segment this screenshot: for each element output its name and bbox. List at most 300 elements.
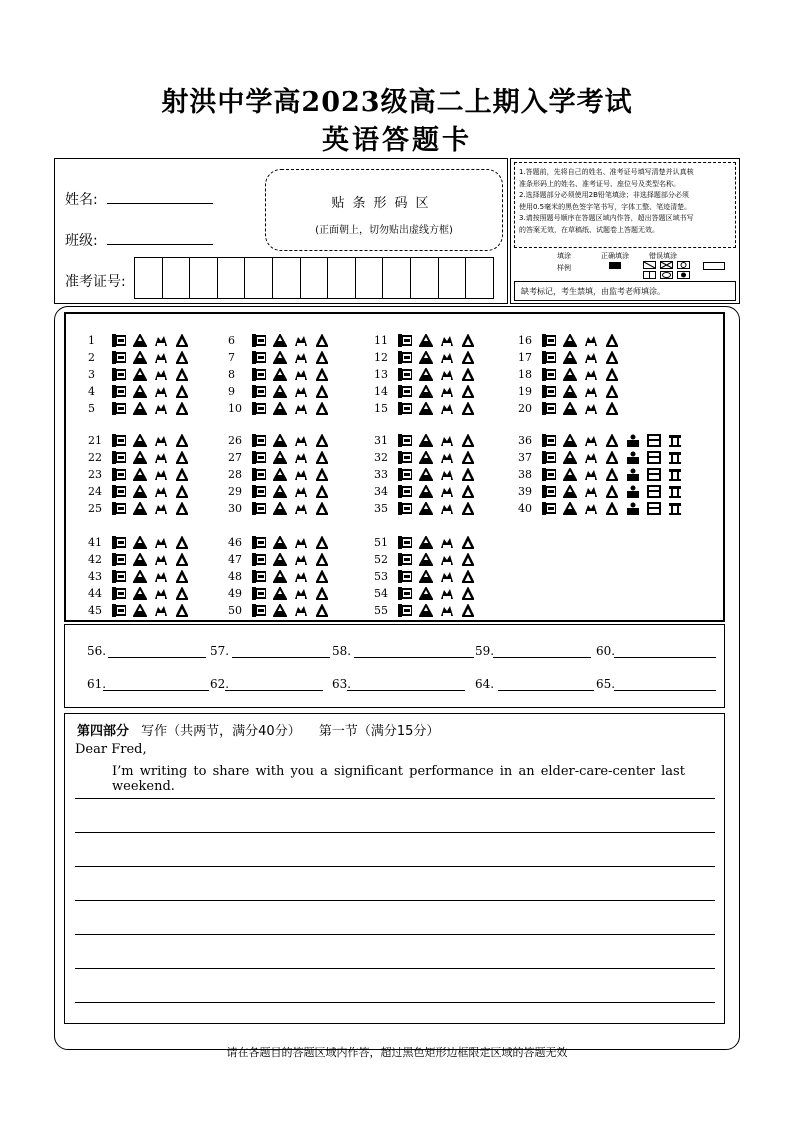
- answer-bubble-icon[interactable]: [175, 553, 189, 566]
- answer-bubble-icon[interactable]: [154, 587, 168, 600]
- blank-number: 64.: [475, 677, 495, 691]
- answer-bubble-icon[interactable]: [563, 351, 577, 364]
- answer-bubble-icon[interactable]: [154, 385, 168, 398]
- answer-bubble-icon[interactable]: [419, 570, 433, 583]
- answer-bubble-icon[interactable]: [542, 434, 556, 447]
- blank-answer-line[interactable]: [108, 657, 206, 658]
- answer-bubble-icon[interactable]: [419, 536, 433, 549]
- answer-bubble-icon[interactable]: [668, 451, 682, 464]
- answer-bubble-icon[interactable]: [154, 402, 168, 415]
- answer-bubble-icon[interactable]: [133, 604, 147, 617]
- answer-bubble-icon[interactable]: [294, 485, 308, 498]
- answer-bubble-icon[interactable]: [294, 502, 308, 515]
- answer-bubble-icon[interactable]: [273, 434, 287, 447]
- answer-bubble-icon[interactable]: [315, 468, 329, 481]
- answer-bubble-icon[interactable]: [133, 536, 147, 549]
- exam-id-cell[interactable]: [327, 257, 356, 299]
- answer-bubble-icon[interactable]: [605, 385, 619, 398]
- answer-bubble-icon[interactable]: [461, 587, 475, 600]
- answer-bubble-icon[interactable]: [175, 334, 189, 347]
- blank-answer-line[interactable]: [614, 690, 716, 691]
- answer-bubble-icon[interactable]: [605, 351, 619, 364]
- answer-bubble-icon[interactable]: [133, 351, 147, 364]
- option-row: [542, 334, 626, 347]
- question-number: 18: [518, 368, 532, 381]
- answer-bubble-icon[interactable]: [563, 451, 577, 464]
- answer-bubble-icon[interactable]: [273, 502, 287, 515]
- answer-bubble-icon[interactable]: [542, 334, 556, 347]
- answer-bubble-icon[interactable]: [154, 502, 168, 515]
- answer-bubble-icon[interactable]: [294, 434, 308, 447]
- answer-bubble-icon[interactable]: [626, 434, 640, 447]
- answer-bubble-icon[interactable]: [294, 451, 308, 464]
- question-number: 27: [228, 451, 242, 464]
- answer-bubble-icon[interactable]: [252, 402, 266, 415]
- answer-bubble-icon[interactable]: [175, 402, 189, 415]
- answer-bubble-icon[interactable]: [398, 334, 412, 347]
- answer-bubble-icon[interactable]: [315, 402, 329, 415]
- answer-bubble-icon[interactable]: [542, 451, 556, 464]
- answer-bubble-icon[interactable]: [133, 553, 147, 566]
- answer-bubble-icon[interactable]: [154, 536, 168, 549]
- answer-bubble-icon[interactable]: [398, 553, 412, 566]
- answer-bubble-icon[interactable]: [273, 485, 287, 498]
- answer-bubble-icon[interactable]: [273, 451, 287, 464]
- writing-answer-line[interactable]: [75, 798, 715, 799]
- answer-bubble-icon[interactable]: [440, 553, 454, 566]
- answer-bubble-icon[interactable]: [252, 587, 266, 600]
- answer-bubble-icon[interactable]: [315, 553, 329, 566]
- answer-bubble-icon[interactable]: [398, 434, 412, 447]
- answer-bubble-icon[interactable]: [294, 570, 308, 583]
- answer-bubble-icon[interactable]: [273, 402, 287, 415]
- answer-bubble-icon[interactable]: [605, 434, 619, 447]
- answer-bubble-icon[interactable]: [398, 385, 412, 398]
- answer-bubble-icon[interactable]: [154, 553, 168, 566]
- answer-bubble-icon[interactable]: [398, 587, 412, 600]
- answer-bubble-icon[interactable]: [563, 334, 577, 347]
- answer-bubble-icon[interactable]: [419, 368, 433, 381]
- name-field[interactable]: [107, 203, 213, 204]
- answer-bubble-icon[interactable]: [563, 368, 577, 381]
- answer-bubble-icon[interactable]: [154, 468, 168, 481]
- answer-bubble-icon[interactable]: [398, 485, 412, 498]
- answer-bubble-icon[interactable]: [315, 570, 329, 583]
- fill-blank-section: [64, 624, 725, 708]
- answer-bubble-icon[interactable]: [112, 434, 126, 447]
- answer-bubble-icon[interactable]: [419, 434, 433, 447]
- answer-bubble-icon[interactable]: [154, 485, 168, 498]
- answer-bubble-icon[interactable]: [252, 502, 266, 515]
- answer-bubble-icon[interactable]: [273, 385, 287, 398]
- answer-bubble-icon[interactable]: [133, 368, 147, 381]
- answer-bubble-icon[interactable]: [626, 502, 640, 515]
- answer-bubble-icon[interactable]: [112, 553, 126, 566]
- exam-id-cell[interactable]: [272, 257, 301, 299]
- exam-id-cell[interactable]: [382, 257, 411, 299]
- answer-bubble-icon[interactable]: [584, 368, 598, 381]
- exam-id-cell[interactable]: [244, 257, 273, 299]
- answer-bubble-icon[interactable]: [315, 502, 329, 515]
- answer-bubble-icon[interactable]: [133, 587, 147, 600]
- answer-bubble-icon[interactable]: [542, 402, 556, 415]
- answer-bubble-icon[interactable]: [419, 485, 433, 498]
- answer-bubble-icon[interactable]: [112, 368, 126, 381]
- blank-answer-line[interactable]: [347, 690, 465, 691]
- answer-bubble-icon[interactable]: [398, 451, 412, 464]
- exam-id-cell[interactable]: [189, 257, 218, 299]
- question-number: 47: [228, 553, 242, 566]
- blank-answer-line[interactable]: [354, 657, 474, 658]
- answer-bubble-icon[interactable]: [398, 502, 412, 515]
- answer-bubble-icon[interactable]: [461, 402, 475, 415]
- answer-bubble-icon[interactable]: [315, 604, 329, 617]
- answer-bubble-icon[interactable]: [315, 368, 329, 381]
- answer-bubble-icon[interactable]: [133, 385, 147, 398]
- answer-bubble-icon[interactable]: [542, 385, 556, 398]
- question-number: 26: [228, 434, 242, 447]
- answer-bubble-icon[interactable]: [252, 334, 266, 347]
- answer-bubble-icon[interactable]: [252, 451, 266, 464]
- answer-bubble-icon[interactable]: [461, 351, 475, 364]
- answer-bubble-icon[interactable]: [112, 485, 126, 498]
- question-number: 24: [88, 485, 102, 498]
- answer-bubble-icon[interactable]: [294, 604, 308, 617]
- answer-bubble-icon[interactable]: [584, 434, 598, 447]
- answer-bubble-icon[interactable]: [440, 368, 454, 381]
- writing-answer-line[interactable]: [75, 934, 715, 935]
- answer-bubble-icon[interactable]: [647, 451, 661, 464]
- answer-bubble-icon[interactable]: [419, 351, 433, 364]
- correct-fill-sample: [609, 262, 621, 269]
- answer-bubble-icon[interactable]: [626, 485, 640, 498]
- answer-bubble-icon[interactable]: [175, 351, 189, 364]
- answer-bubble-icon[interactable]: [133, 485, 147, 498]
- answer-bubble-icon[interactable]: [419, 334, 433, 347]
- answer-bubble-icon[interactable]: [626, 468, 640, 481]
- class-field[interactable]: [107, 244, 213, 245]
- answer-bubble-icon[interactable]: [252, 570, 266, 583]
- answer-bubble-icon[interactable]: [175, 570, 189, 583]
- answer-bubble-icon[interactable]: [315, 434, 329, 447]
- answer-bubble-icon[interactable]: [440, 451, 454, 464]
- writing-first-line: I’m writing to share with you a significant performance in an elder-care-center last weekend.: [112, 764, 685, 794]
- answer-bubble-icon[interactable]: [154, 604, 168, 617]
- option-row: [398, 434, 482, 447]
- answer-bubble-icon[interactable]: [175, 485, 189, 498]
- answer-bubble-icon[interactable]: [584, 485, 598, 498]
- answer-bubble-icon[interactable]: [668, 434, 682, 447]
- answer-bubble-icon[interactable]: [315, 485, 329, 498]
- answer-bubble-icon[interactable]: [563, 385, 577, 398]
- answer-bubble-icon[interactable]: [398, 570, 412, 583]
- answer-bubble-icon[interactable]: [398, 468, 412, 481]
- answer-bubble-icon[interactable]: [605, 468, 619, 481]
- answer-bubble-icon[interactable]: [563, 434, 577, 447]
- answer-bubble-icon[interactable]: [584, 385, 598, 398]
- answer-bubble-icon[interactable]: [294, 553, 308, 566]
- answer-bubble-icon[interactable]: [461, 485, 475, 498]
- answer-bubble-icon[interactable]: [440, 570, 454, 583]
- answer-bubble-icon[interactable]: [273, 468, 287, 481]
- answer-bubble-icon[interactable]: [647, 502, 661, 515]
- answer-bubble-icon[interactable]: [419, 604, 433, 617]
- blank-number: 56.: [87, 644, 107, 658]
- answer-bubble-icon[interactable]: [252, 485, 266, 498]
- answer-bubble-icon[interactable]: [112, 402, 126, 415]
- answer-bubble-icon[interactable]: [605, 368, 619, 381]
- answer-bubble-icon[interactable]: [440, 434, 454, 447]
- answer-bubble-icon[interactable]: [419, 553, 433, 566]
- answer-bubble-icon[interactable]: [542, 368, 556, 381]
- blank-answer-line[interactable]: [103, 690, 209, 691]
- answer-bubble-icon[interactable]: [584, 451, 598, 464]
- exam-id-cell[interactable]: [465, 257, 494, 299]
- answer-bubble-icon[interactable]: [584, 351, 598, 364]
- exam-id-cell[interactable]: [438, 257, 467, 299]
- answer-bubble-icon[interactable]: [647, 468, 661, 481]
- answer-bubble-icon[interactable]: [440, 334, 454, 347]
- answer-bubble-icon[interactable]: [440, 351, 454, 364]
- answer-bubble-icon[interactable]: [112, 570, 126, 583]
- answer-bubble-icon[interactable]: [133, 434, 147, 447]
- answer-bubble-icon[interactable]: [273, 604, 287, 617]
- question-number: 37: [518, 451, 532, 464]
- answer-bubble-icon[interactable]: [294, 587, 308, 600]
- question-number: 46: [228, 536, 242, 549]
- answer-bubble-icon[interactable]: [175, 434, 189, 447]
- answer-bubble-icon[interactable]: [273, 570, 287, 583]
- answer-bubble-icon[interactable]: [133, 402, 147, 415]
- exam-id-cell[interactable]: [217, 257, 246, 299]
- answer-bubble-icon[interactable]: [398, 368, 412, 381]
- writing-answer-line[interactable]: [75, 832, 715, 833]
- answer-bubble-icon[interactable]: [112, 451, 126, 464]
- answer-bubble-icon[interactable]: [294, 468, 308, 481]
- answer-bubble-icon[interactable]: [440, 468, 454, 481]
- notice-line: 1.答题前，先将自己的姓名、准考证号填写清楚并认真核: [519, 168, 694, 176]
- absent-mark-box[interactable]: [703, 262, 725, 270]
- answer-bubble-icon[interactable]: [398, 604, 412, 617]
- exam-id-cell[interactable]: [300, 257, 329, 299]
- answer-bubble-icon[interactable]: [252, 536, 266, 549]
- answer-bubble-icon[interactable]: [419, 451, 433, 464]
- answer-bubble-icon[interactable]: [563, 502, 577, 515]
- answer-bubble-icon[interactable]: [668, 468, 682, 481]
- option-row: [252, 587, 336, 600]
- answer-bubble-icon[interactable]: [252, 368, 266, 381]
- answer-bubble-icon[interactable]: [252, 553, 266, 566]
- answer-bubble-icon[interactable]: [294, 351, 308, 364]
- answer-bubble-icon[interactable]: [112, 334, 126, 347]
- answer-bubble-icon[interactable]: [175, 451, 189, 464]
- answer-bubble-icon[interactable]: [440, 402, 454, 415]
- answer-bubble-icon[interactable]: [461, 385, 475, 398]
- answer-bubble-icon[interactable]: [440, 502, 454, 515]
- option-row: [398, 536, 482, 549]
- answer-bubble-icon[interactable]: [315, 334, 329, 347]
- answer-bubble-icon[interactable]: [461, 570, 475, 583]
- answer-bubble-icon[interactable]: [154, 451, 168, 464]
- answer-bubble-icon[interactable]: [112, 351, 126, 364]
- answer-bubble-icon[interactable]: [175, 368, 189, 381]
- answer-bubble-icon[interactable]: [154, 351, 168, 364]
- answer-bubble-icon[interactable]: [315, 351, 329, 364]
- answer-bubble-icon[interactable]: [584, 502, 598, 515]
- answer-bubble-icon[interactable]: [398, 351, 412, 364]
- option-row: [252, 536, 336, 549]
- answer-bubble-icon[interactable]: [419, 402, 433, 415]
- answer-bubble-icon[interactable]: [252, 351, 266, 364]
- answer-bubble-icon[interactable]: [252, 385, 266, 398]
- answer-bubble-icon[interactable]: [273, 368, 287, 381]
- answer-bubble-icon[interactable]: [461, 451, 475, 464]
- answer-bubble-icon[interactable]: [605, 502, 619, 515]
- answer-bubble-icon[interactable]: [419, 502, 433, 515]
- answer-bubble-icon[interactable]: [175, 385, 189, 398]
- answer-bubble-icon[interactable]: [542, 502, 556, 515]
- answer-bubble-icon[interactable]: [563, 402, 577, 415]
- answer-bubble-icon[interactable]: [175, 587, 189, 600]
- answer-bubble-icon[interactable]: [112, 468, 126, 481]
- answer-bubble-icon[interactable]: [668, 485, 682, 498]
- answer-bubble-icon[interactable]: [440, 485, 454, 498]
- answer-bubble-icon[interactable]: [461, 536, 475, 549]
- answer-bubble-icon[interactable]: [175, 604, 189, 617]
- exam-id-cell[interactable]: [410, 257, 439, 299]
- answer-bubble-icon[interactable]: [626, 451, 640, 464]
- blank-answer-line[interactable]: [493, 657, 591, 658]
- answer-bubble-icon[interactable]: [584, 468, 598, 481]
- answer-bubble-icon[interactable]: [154, 434, 168, 447]
- writing-greeting: Dear Fred,: [75, 742, 147, 757]
- answer-bubble-icon[interactable]: [133, 451, 147, 464]
- question-number: 34: [374, 485, 388, 498]
- answer-bubble-icon[interactable]: [294, 334, 308, 347]
- answer-bubble-icon[interactable]: [440, 385, 454, 398]
- answer-bubble-icon[interactable]: [252, 434, 266, 447]
- answer-bubble-icon[interactable]: [605, 402, 619, 415]
- blank-answer-line[interactable]: [614, 657, 716, 658]
- answer-bubble-icon[interactable]: [112, 604, 126, 617]
- writing-answer-line[interactable]: [75, 866, 715, 867]
- question-number: 31: [374, 434, 388, 447]
- answer-bubble-icon[interactable]: [542, 485, 556, 498]
- option-row: [112, 502, 196, 515]
- answer-bubble-icon[interactable]: [133, 334, 147, 347]
- answer-bubble-icon[interactable]: [542, 351, 556, 364]
- answer-bubble-icon[interactable]: [294, 368, 308, 381]
- answer-bubble-icon[interactable]: [133, 570, 147, 583]
- answer-bubble-icon[interactable]: [419, 468, 433, 481]
- answer-bubble-icon[interactable]: [584, 402, 598, 415]
- answer-bubble-icon[interactable]: [154, 570, 168, 583]
- answer-bubble-icon[interactable]: [605, 334, 619, 347]
- answer-bubble-icon[interactable]: [315, 587, 329, 600]
- answer-bubble-icon[interactable]: [315, 451, 329, 464]
- answer-bubble-icon[interactable]: [398, 402, 412, 415]
- question-number: 55: [374, 604, 388, 617]
- answer-bubble-icon[interactable]: [647, 485, 661, 498]
- answer-bubble-icon[interactable]: [419, 385, 433, 398]
- question-number: 35: [374, 502, 388, 515]
- answer-bubble-icon[interactable]: [584, 334, 598, 347]
- answer-bubble-icon[interactable]: [294, 385, 308, 398]
- answer-bubble-icon[interactable]: [112, 587, 126, 600]
- answer-bubble-icon[interactable]: [440, 604, 454, 617]
- answer-bubble-icon[interactable]: [315, 536, 329, 549]
- answer-bubble-icon[interactable]: [461, 502, 475, 515]
- exam-id-cell[interactable]: [162, 257, 191, 299]
- answer-bubble-icon[interactable]: [273, 587, 287, 600]
- answer-bubble-icon[interactable]: [273, 536, 287, 549]
- answer-bubble-icon[interactable]: [461, 553, 475, 566]
- answer-bubble-icon[interactable]: [175, 468, 189, 481]
- answer-bubble-icon[interactable]: [252, 468, 266, 481]
- answer-bubble-icon[interactable]: [461, 334, 475, 347]
- notice-line: 的答案无效，在草稿纸、试题卷上答题无效。: [519, 225, 659, 234]
- question-number: 9: [228, 385, 235, 398]
- blank-answer-line[interactable]: [232, 657, 330, 658]
- answer-bubble-icon[interactable]: [563, 485, 577, 498]
- answer-bubble-icon[interactable]: [112, 385, 126, 398]
- option-row: [542, 368, 626, 381]
- answer-bubble-icon[interactable]: [112, 536, 126, 549]
- answer-bubble-icon[interactable]: [273, 351, 287, 364]
- answer-bubble-icon[interactable]: [273, 553, 287, 566]
- answer-bubble-icon[interactable]: [440, 587, 454, 600]
- answer-bubble-icon[interactable]: [112, 502, 126, 515]
- exam-id-cell[interactable]: [355, 257, 384, 299]
- answer-bubble-icon[interactable]: [461, 368, 475, 381]
- answer-bubble-icon[interactable]: [563, 468, 577, 481]
- answer-bubble-icon[interactable]: [398, 536, 412, 549]
- answer-bubble-icon[interactable]: [461, 468, 475, 481]
- blank-answer-line[interactable]: [225, 690, 323, 691]
- exam-id-cell[interactable]: [134, 257, 163, 299]
- answer-bubble-icon[interactable]: [294, 536, 308, 549]
- answer-bubble-icon[interactable]: [647, 434, 661, 447]
- answer-bubble-icon[interactable]: [542, 468, 556, 481]
- answer-bubble-icon[interactable]: [175, 536, 189, 549]
- notice-line: 2.选择题部分必须使用2B铅笔填涂；非选择题部分必须: [519, 191, 689, 199]
- writing-answer-line[interactable]: [75, 1002, 715, 1003]
- answer-bubble-icon[interactable]: [273, 334, 287, 347]
- writing-answer-line[interactable]: [75, 968, 715, 969]
- answer-bubble-icon[interactable]: [668, 502, 682, 515]
- writing-answer-line[interactable]: [75, 900, 715, 901]
- answer-bubble-icon[interactable]: [154, 334, 168, 347]
- answer-bubble-icon[interactable]: [133, 502, 147, 515]
- answer-bubble-icon[interactable]: [440, 536, 454, 549]
- option-row: [252, 434, 336, 447]
- answer-bubble-icon[interactable]: [294, 402, 308, 415]
- answer-bubble-icon[interactable]: [419, 587, 433, 600]
- answer-bubble-icon[interactable]: [461, 604, 475, 617]
- answer-bubble-icon[interactable]: [252, 604, 266, 617]
- answer-bubble-icon[interactable]: [133, 468, 147, 481]
- option-row: [398, 385, 482, 398]
- answer-bubble-icon[interactable]: [315, 385, 329, 398]
- question-number: 8: [228, 368, 235, 381]
- blank-answer-line[interactable]: [498, 690, 594, 691]
- answer-bubble-icon[interactable]: [154, 368, 168, 381]
- answer-bubble-icon[interactable]: [461, 434, 475, 447]
- question-number: 25: [88, 502, 102, 515]
- answer-bubble-icon[interactable]: [175, 502, 189, 515]
- answer-bubble-icon[interactable]: [605, 485, 619, 498]
- answer-bubble-icon[interactable]: [605, 451, 619, 464]
